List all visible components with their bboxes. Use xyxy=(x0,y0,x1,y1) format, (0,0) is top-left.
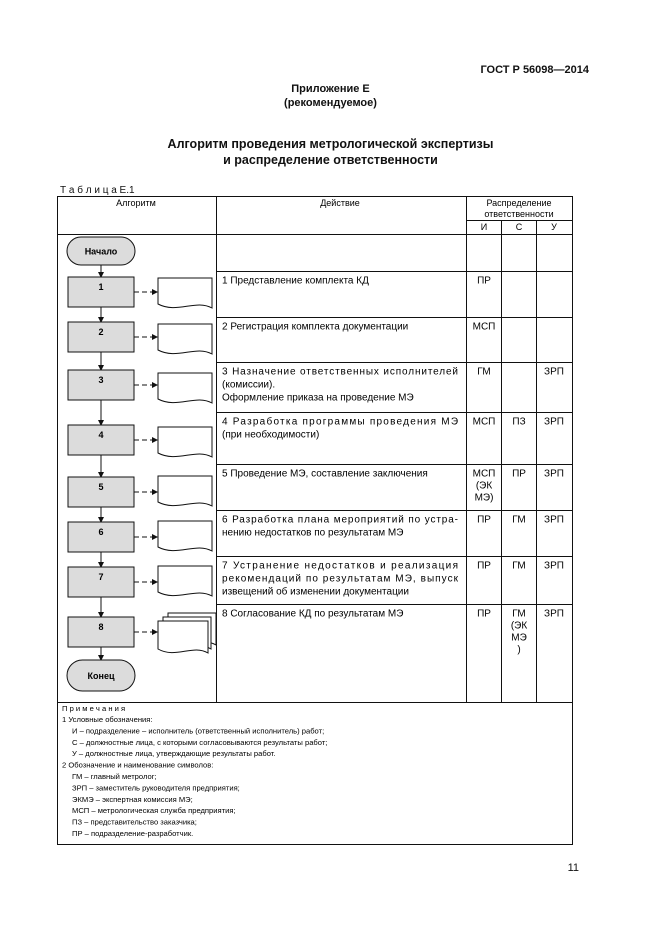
process-step-2 xyxy=(68,322,212,354)
action-text-row-7: извещений об изменении документации xyxy=(222,586,409,598)
table-rows xyxy=(222,276,564,656)
responsibility-i-row-7: ПР xyxy=(477,560,491,572)
notes-line-9: МСП – метрологическая служба предприятия; xyxy=(72,806,236,816)
responsibility-i-row-1: ПР xyxy=(477,275,491,287)
action-text-row-7: рекомендаций по результатам МЭ, выпуск xyxy=(222,573,458,585)
responsibility-u-row-3: ЗРП xyxy=(544,366,564,378)
action-text-row-4: (при необходимости) xyxy=(222,429,320,441)
action-text-row-1: 1 Представление комплекта КД xyxy=(222,275,369,287)
responsibility-i-row-2: МСП xyxy=(472,321,496,333)
header-distribution-line2: ответственности xyxy=(484,209,554,219)
responsibility-i-row-5: МЭ) xyxy=(474,492,494,504)
responsibility-s-row-4: ПЗ xyxy=(512,416,526,428)
responsibility-s-row-8: ГМ xyxy=(512,608,526,620)
responsibility-i-row-6: ПР xyxy=(477,514,491,526)
start-terminal-label: Начало xyxy=(84,246,118,257)
document-icon-3 xyxy=(158,373,212,403)
responsibility-i-row-5: МСП xyxy=(472,468,496,480)
responsibility-s-row-8: МЭ xyxy=(511,632,527,644)
header-col-s: С xyxy=(515,222,523,232)
action-text-row-6: 6 Разработка плана мероприятий по устра- xyxy=(222,514,458,526)
action-text-row-7: 7 Устранение недостатков и реализация xyxy=(222,560,458,572)
process-number-1: 1 xyxy=(98,282,104,292)
header-distribution-line1: Распределение xyxy=(486,198,552,208)
standard-number: ГОСТ Р 56098—2014 xyxy=(480,64,589,76)
notes-line-6: ГМ – главный метролог; xyxy=(72,772,157,781)
responsibility-s-row-5: ПР xyxy=(512,468,526,480)
header-col-i: И xyxy=(480,222,488,232)
title-line-2: и распределение ответственности xyxy=(223,153,438,167)
responsibility-u-row-8: ЗРП xyxy=(544,608,564,620)
process-step-5 xyxy=(68,476,212,507)
document-icon-5 xyxy=(158,476,212,506)
document-icon-8 xyxy=(158,621,208,653)
notes-block xyxy=(62,704,327,838)
action-text-row-4: 4 Разработка программы проведения МЭ xyxy=(222,416,458,428)
process-number-7: 7 xyxy=(98,572,104,582)
responsibility-s-row-8: (ЭК xyxy=(510,620,528,632)
header-algorithm: Алгоритм xyxy=(116,198,156,208)
notes-line-7: ЗРП – заместитель руководителя предприятия; xyxy=(72,783,240,793)
responsibility-i-row-3: ГМ xyxy=(477,366,491,378)
process-number-6: 6 xyxy=(98,527,104,537)
notes-line-8: ЭКМЭ – экспертная комиссия МЭ; xyxy=(72,794,193,804)
action-text-row-3: 3 Назначение ответственных исполнителей xyxy=(222,366,458,378)
process-step-1 xyxy=(68,277,212,308)
process-number-5: 5 xyxy=(98,482,104,492)
end-terminal xyxy=(67,660,135,691)
title-line-1: Алгоритм проведения метрологической экспертизы xyxy=(167,137,494,151)
flowchart xyxy=(67,237,216,691)
responsibility-u-row-4: ЗРП xyxy=(544,416,564,428)
process-step-6 xyxy=(68,521,212,552)
action-text-row-3: Оформление приказа на проведение МЭ xyxy=(222,392,414,404)
document-icon-6 xyxy=(158,521,212,551)
document-icon-7 xyxy=(158,566,212,596)
responsibility-i-row-4: МСП xyxy=(472,416,496,428)
process-number-8: 8 xyxy=(98,622,104,632)
responsibility-u-row-5: ЗРП xyxy=(544,468,564,480)
notes-line-1: 1 Условные обозначения: xyxy=(62,715,153,724)
process-number-4: 4 xyxy=(98,430,104,440)
end-terminal-label: Конец xyxy=(87,671,115,681)
notes-heading: П р и м е ч а н и я xyxy=(62,704,126,713)
page-number: 11 xyxy=(567,862,579,874)
appendix-label: Приложение Е xyxy=(291,83,370,95)
action-text-row-6: нению недостатков по результатам МЭ xyxy=(222,527,404,539)
process-number-2: 2 xyxy=(98,327,104,337)
process-step-7 xyxy=(68,566,212,597)
document-icon-1 xyxy=(158,278,212,308)
responsibility-s-row-8: ) xyxy=(517,644,521,656)
action-text-row-8: 8 Согласование КД по результатам МЭ xyxy=(222,608,404,620)
appendix-status: (рекомендуемое) xyxy=(284,97,377,109)
document-icon-4 xyxy=(158,427,212,457)
start-terminal xyxy=(67,237,135,265)
notes-line-2: И – подразделение – исполнитель (ответственный исполнитель) работ; xyxy=(72,726,325,736)
header-col-u: У xyxy=(551,222,557,232)
action-text-row-3: (комиссии). xyxy=(222,379,276,391)
process-number-3: 3 xyxy=(98,375,104,385)
responsibility-i-row-5: (ЭК xyxy=(475,480,493,492)
responsibility-s-row-6: ГМ xyxy=(512,514,526,526)
notes-line-11: ПР – подразделение-разработчик. xyxy=(72,829,194,838)
responsibility-i-row-8: ПР xyxy=(477,608,491,620)
notes-line-5: 2 Обозначение и наименование символов: xyxy=(62,760,214,770)
table-caption: Т а б л и ц а Е.1 xyxy=(60,185,135,196)
action-text-row-5: 5 Проведение МЭ, составление заключения xyxy=(222,468,428,480)
header-action: Действие xyxy=(320,198,360,208)
notes-line-10: ПЗ – представительство заказчика; xyxy=(72,817,197,827)
notes-line-4: У – должностные лица, утверждающие результаты работ. xyxy=(72,749,276,759)
responsibility-s-row-7: ГМ xyxy=(512,560,526,572)
process-step-3 xyxy=(68,370,212,403)
document-icon-2 xyxy=(158,324,212,354)
notes-line-3: С – должностные лица, с которыми согласовываются результаты работ; xyxy=(72,737,328,747)
process-step-8 xyxy=(68,613,216,653)
responsibility-u-row-7: ЗРП xyxy=(544,560,564,572)
process-step-4 xyxy=(68,425,212,457)
responsibility-u-row-6: ЗРП xyxy=(544,514,564,526)
action-text-row-2: 2 Регистрация комплекта документации xyxy=(222,321,409,333)
